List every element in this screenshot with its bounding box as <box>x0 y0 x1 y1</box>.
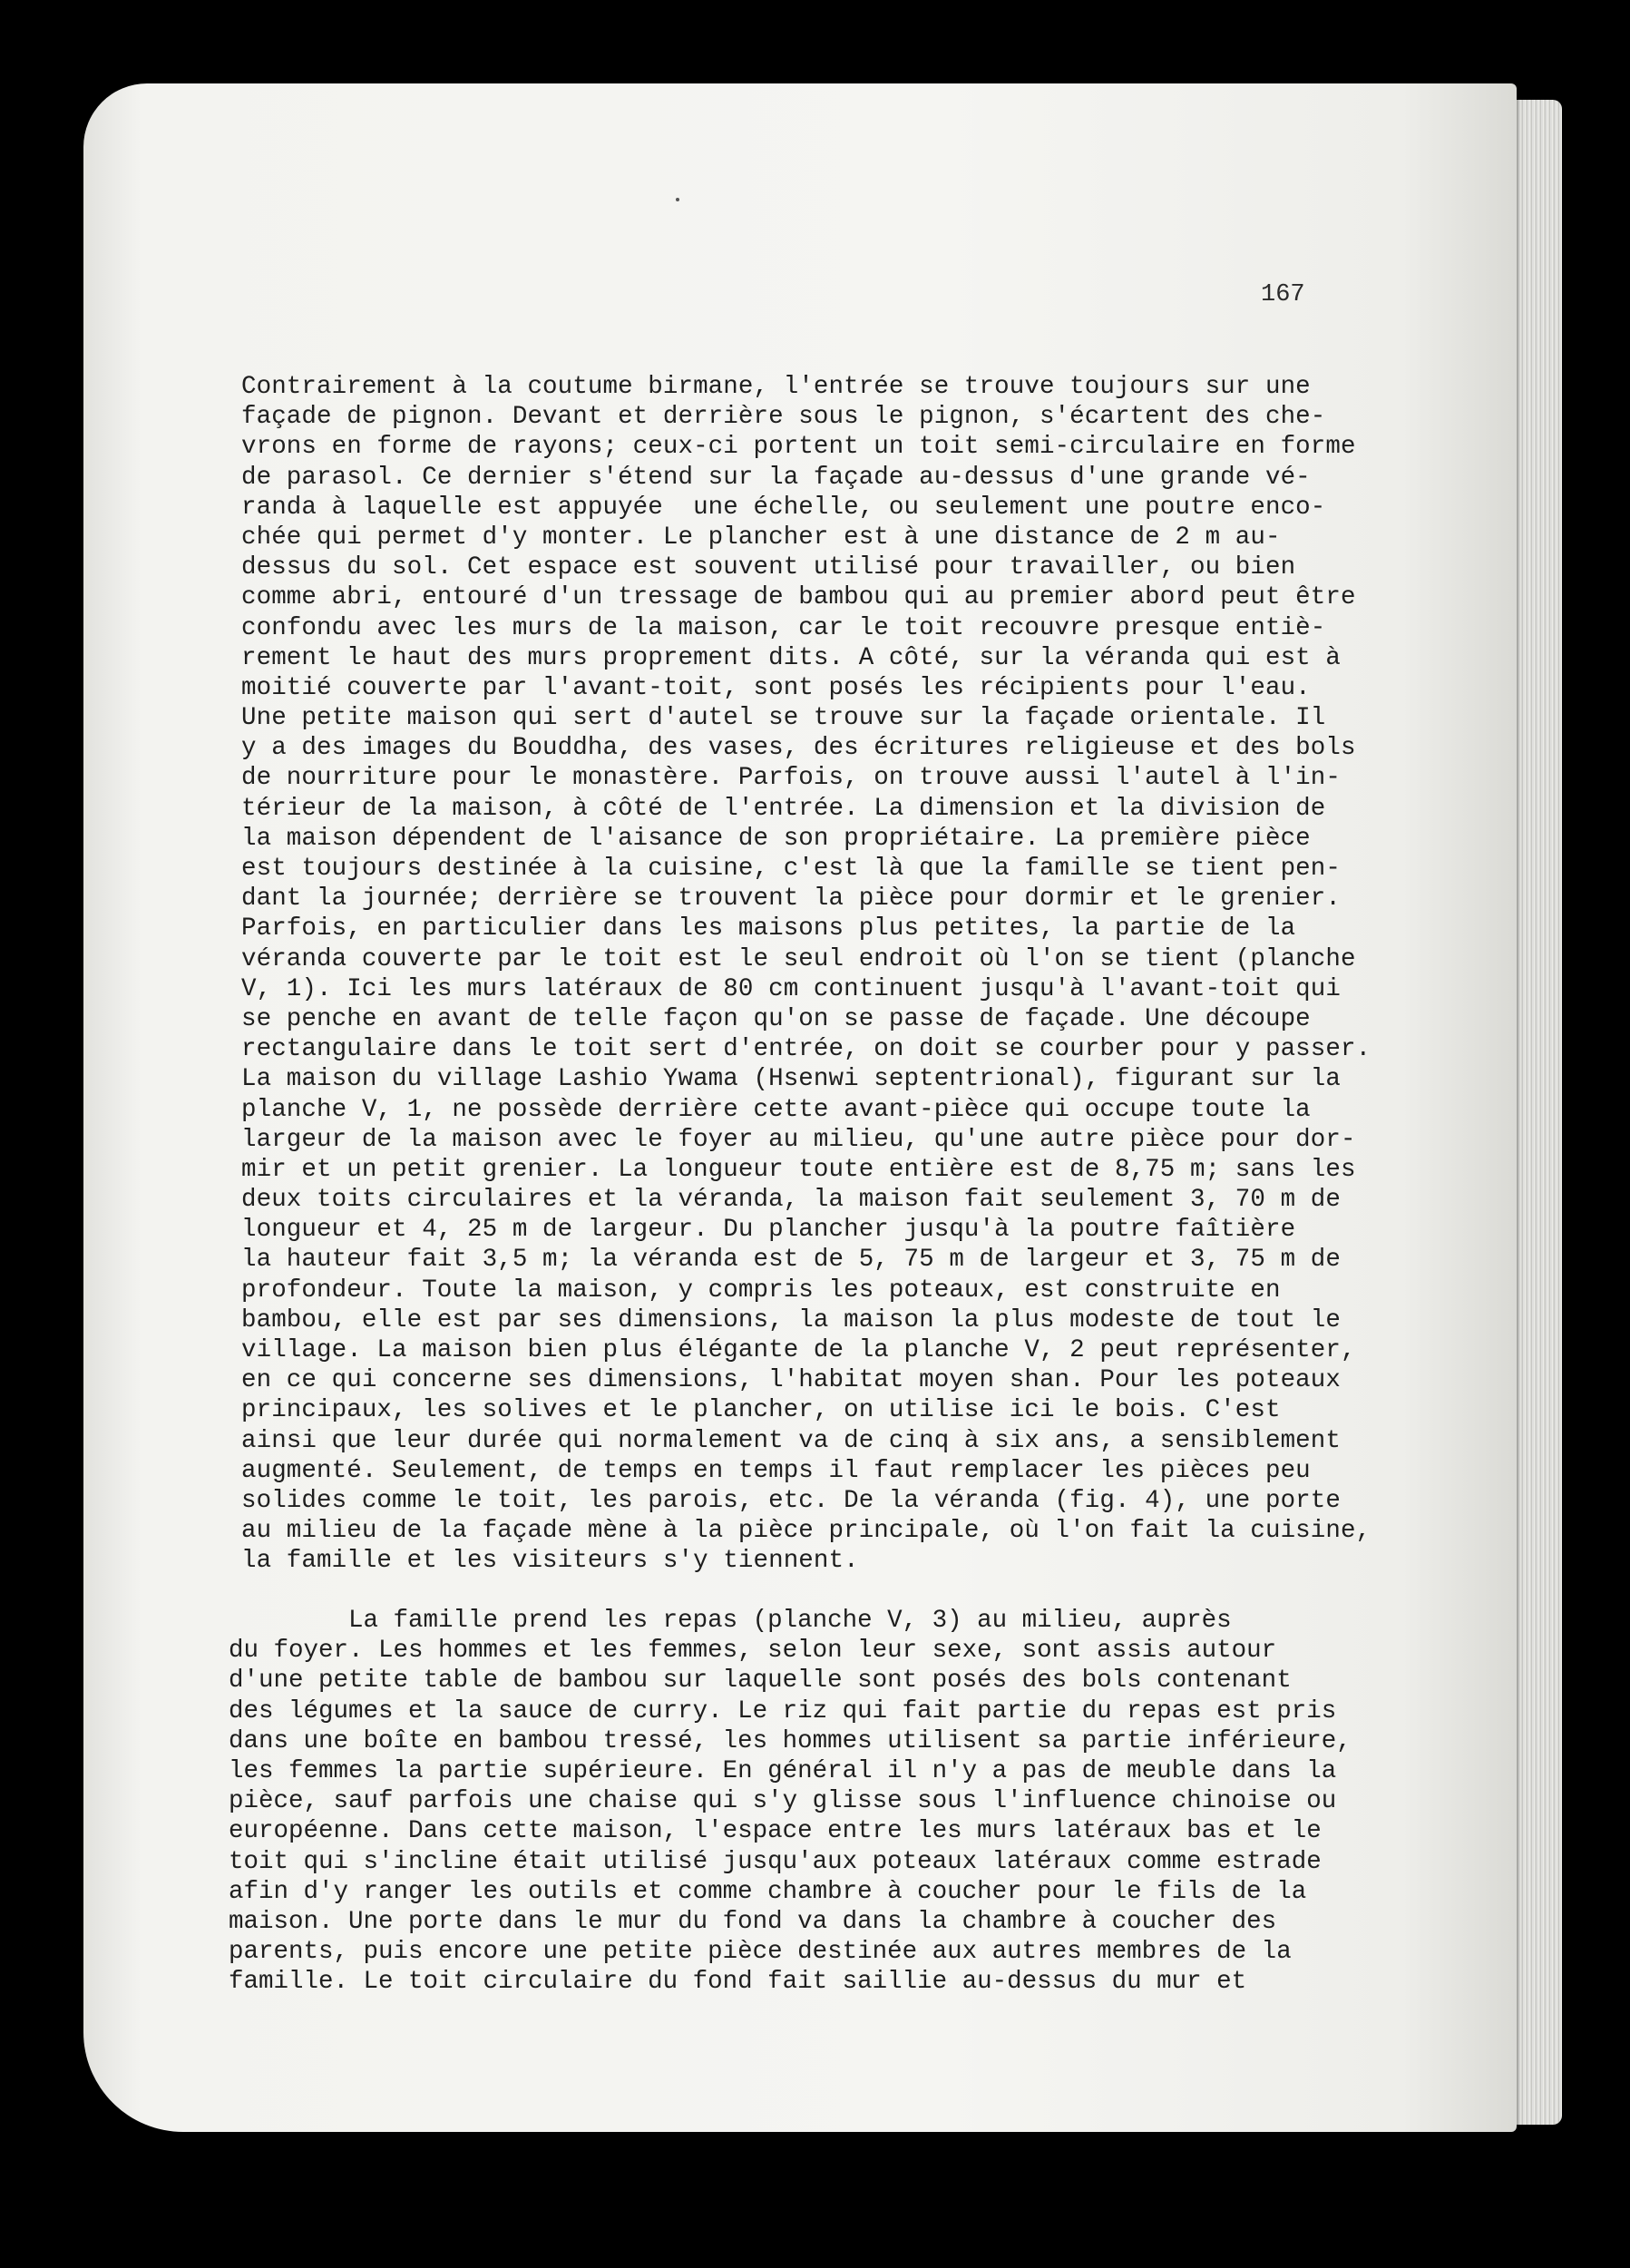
text-line: la famille et les visiteurs s'y tiennent. <box>241 1547 859 1576</box>
text-line: principaux, les solives et le plancher, on utilise ici le bois. C'est <box>241 1396 1281 1425</box>
text-line: famille. Le toit circulaire du fond fait saillie au-dessus du mur et <box>229 1968 1247 1997</box>
page-speck <box>676 198 679 201</box>
text-line: de nourriture pour le monastère. Parfois, on trouve aussi l'autel à l'in- <box>241 764 1341 793</box>
text-line: pièce, sauf parfois une chaise qui s'y glisse sous l'influence chinoise ou <box>229 1787 1337 1816</box>
text-line: d'une petite table de bambou sur laquelle sont posés des bols contenant <box>229 1667 1292 1696</box>
text-line: dant la journée; derrière se trouvent la pièce pour dormir et le grenier. <box>241 885 1341 914</box>
text-line: largeur de la maison avec le foyer au milieu, qu'une autre pièce pour dor- <box>241 1125 1356 1154</box>
text-line: européenne. Dans cette maison, l'espace entre les murs latéraux bas et le <box>229 1817 1322 1846</box>
text-line: la hauteur fait 3,5 m; la véranda est de 5, 75 m de largeur et 3, 75 m de <box>241 1246 1341 1275</box>
text-line: moitié couverte par l'avant-toit, sont posés les récipients pour l'eau. <box>241 673 1311 702</box>
text-line: profondeur. Toute la maison, y compris les poteaux, est construite en <box>241 1276 1281 1305</box>
text-line: véranda couverte par le toit est le seul endroit où l'on se tient (planche <box>241 944 1356 973</box>
text-line: La famille prend les repas (planche V, 3) au milieu, auprès <box>229 1607 1232 1635</box>
text-line: des légumes et la sauce de curry. Le riz qui fait partie du repas est pris <box>229 1696 1337 1725</box>
text-line: rement le haut des murs proprement dits. A côté, sur la véranda qui est à <box>241 643 1341 672</box>
text-line: randa à laquelle est appuyée une échelle, ou seulement une poutre enco- <box>241 493 1326 522</box>
paragraph-1 <box>241 372 1384 1577</box>
text-line: planche V, 1, ne possède derrière cette avant-pièce qui occupe toute la <box>241 1095 1311 1124</box>
text-line: Contrairement à la coutume birmane, l'entrée se trouve toujours sur une <box>241 373 1311 401</box>
text-line: façade de pignon. Devant et derrière sous le pignon, s'écartent des che- <box>241 403 1326 432</box>
text-line: térieur de la maison, à côté de l'entrée. La dimension et la division de <box>241 794 1326 823</box>
text-line: est toujours destinée à la cuisine, c'est là que la famille se tient pen- <box>241 855 1341 883</box>
text-line: afin d'y ranger les outils et comme chambre à coucher pour le fils de la <box>229 1877 1307 1906</box>
text-line: village. La maison bien plus élégante de la planche V, 2 peut représenter, <box>241 1336 1356 1364</box>
text-line: vrons en forme de rayons; ceux-ci portent un toit semi-circulaire en forme <box>241 433 1356 462</box>
text-line: La maison du village Lashio Ywama (Hsenwi septentrional), figurant sur la <box>241 1065 1341 1094</box>
text-line: bambou, elle est par ses dimensions, la maison la plus modeste de tout le <box>241 1305 1341 1334</box>
text-line: les femmes la partie supérieure. En général il n'y a pas de meuble dans la <box>229 1756 1337 1785</box>
text-line: solides comme le toit, les parois, etc. De la véranda (fig. 4), une porte <box>241 1486 1341 1515</box>
text-line: parents, puis encore une petite pièce destinée aux autres membres de la <box>229 1938 1292 1967</box>
text-line: de parasol. Ce dernier s'étend sur la façade au-dessus d'une grande vé- <box>241 463 1311 492</box>
text-line: comme abri, entouré d'un tressage de bambou qui au premier abord peut être <box>241 583 1356 612</box>
text-line: mir et un petit grenier. La longueur toute entière est de 8,75 m; sans les <box>241 1155 1356 1184</box>
text-line: dans une boîte en bambou tressé, les hommes utilisent sa partie inférieure, <box>229 1726 1352 1755</box>
text-line: chée qui permet d'y monter. Le plancher est à une distance de 2 m au- <box>241 523 1281 552</box>
text-line: maison. Une porte dans le mur du fond va dans la chambre à coucher des <box>229 1907 1277 1936</box>
text-line: augmenté. Seulement, de temps en temps il faut remplacer les pièces peu <box>241 1456 1311 1485</box>
page-number: 167 <box>1261 281 1305 308</box>
text-line: ainsi que leur durée qui normalement va de cinq à six ans, a sensiblement <box>241 1426 1341 1455</box>
text-line: y a des images du Bouddha, des vases, des écritures religieuse et des bols <box>241 734 1356 763</box>
text-line: au milieu de la façade mène à la pièce principale, où l'on fait la cuisine, <box>241 1517 1371 1546</box>
text-line: V, 1). Ici les murs latéraux de 80 cm continuent jusqu'à l'avant-toit qui <box>241 974 1341 1003</box>
text-line: se penche en avant de telle façon qu'on se passe de façade. Une découpe <box>241 1004 1311 1033</box>
text-line: en ce qui concerne ses dimensions, l'habitat moyen shan. Pour les poteaux <box>241 1366 1341 1395</box>
text-line: la maison dépendent de l'aisance de son propriétaire. La première pièce <box>241 824 1311 853</box>
text-line: deux toits circulaires et la véranda, la maison fait seulement 3, 70 m de <box>241 1186 1341 1215</box>
text-line: Parfois, en particulier dans les maisons plus petites, la partie de la <box>241 914 1296 943</box>
text-line: toit qui s'incline était utilisé jusqu'aux poteaux latéraux comme estrade <box>229 1847 1322 1876</box>
text-line: rectangulaire dans le toit sert d'entrée, on doit se courber pour y passer. <box>241 1035 1371 1064</box>
paragraph-2 <box>229 1606 1390 1997</box>
text-line: longueur et 4, 25 m de largeur. Du plancher jusqu'à la poutre faîtière <box>241 1216 1296 1245</box>
text-line: du foyer. Les hommes et les femmes, selon leur sexe, sont assis autour <box>229 1637 1277 1666</box>
text-line: confondu avec les murs de la maison, car le toit recouvre presque entiè- <box>241 613 1326 642</box>
text-line: dessus du sol. Cet espace est souvent utilisé pour travailler, ou bien <box>241 553 1296 582</box>
text-line: Une petite maison qui sert d'autel se trouve sur la façade orientale. Il <box>241 704 1326 733</box>
